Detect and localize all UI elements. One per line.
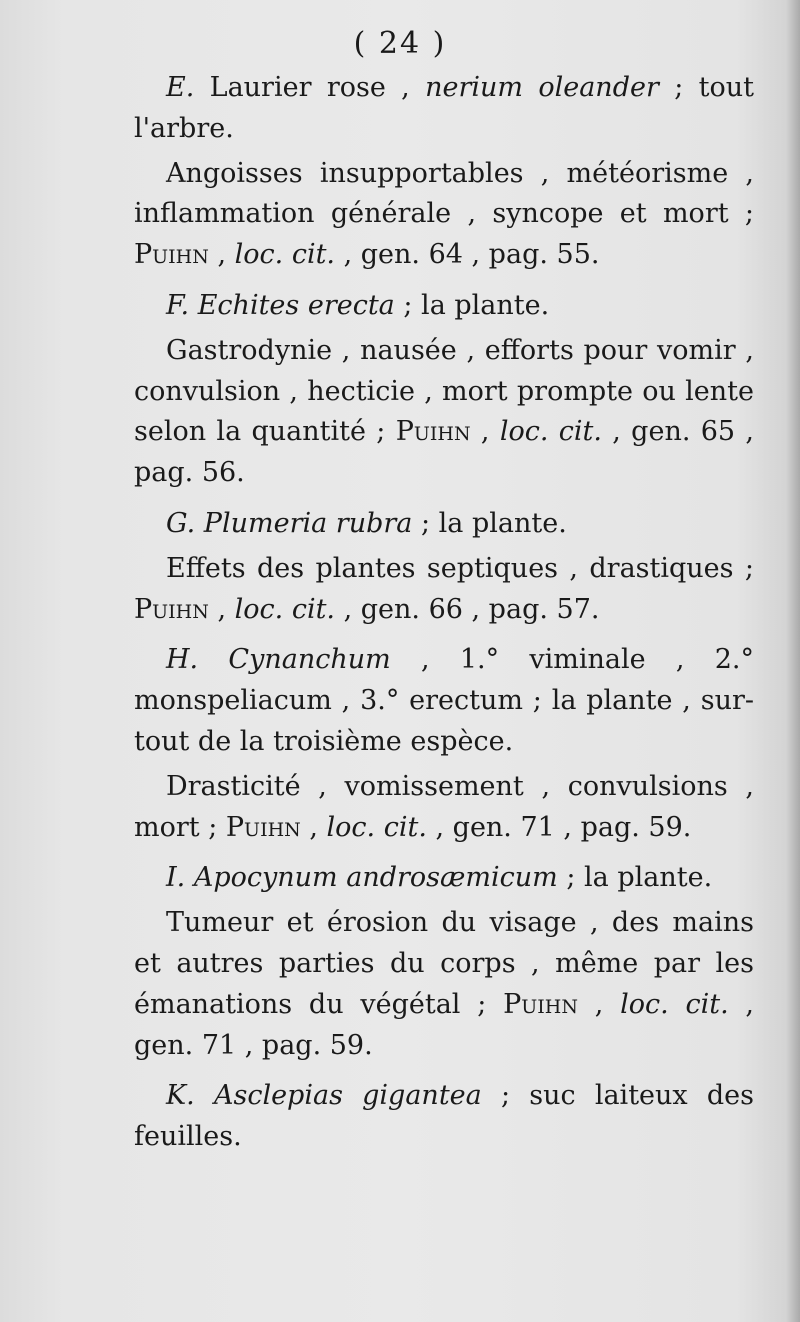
entry-latin-name: Apocynum androsæmicum bbox=[193, 862, 558, 894]
entry-effects bbox=[134, 903, 754, 1066]
separator: , bbox=[208, 239, 235, 271]
entry-heading bbox=[134, 68, 754, 150]
entry-letter: K. bbox=[166, 1080, 195, 1112]
effects-text: Drasticité , vomissement , convulsions , mort ; bbox=[134, 770, 754, 843]
entry-part: ; tout l'arbre. bbox=[134, 72, 754, 144]
entry-letter: G. bbox=[166, 507, 196, 539]
effects-text: Gastrodynie , nausée , efforts pour vomir , convulsion , hecticie , mort prompte ou lente selon la quantité ; bbox=[134, 334, 754, 448]
loc-cit: loc. cit. bbox=[234, 239, 336, 271]
separator: , bbox=[470, 416, 500, 448]
entry-letter: F. bbox=[166, 289, 190, 321]
separator: , bbox=[208, 593, 235, 625]
separator: , bbox=[577, 988, 621, 1020]
separator: , bbox=[300, 811, 327, 843]
entry-heading bbox=[134, 858, 754, 899]
entry-effects bbox=[134, 154, 754, 276]
author-name: Puihn bbox=[225, 811, 301, 843]
entry-effects bbox=[134, 549, 754, 631]
reference: , gen. 71 , pag. 59. bbox=[426, 811, 692, 843]
entry-heading bbox=[134, 640, 754, 762]
entry-heading bbox=[134, 1076, 754, 1158]
entry-effects bbox=[134, 767, 754, 849]
effects-text: Angoisses insupportables , météorisme , inflammation générale , syncope et mort ; bbox=[134, 157, 754, 230]
entry-letter: H. bbox=[166, 644, 199, 676]
author-name: Puihn bbox=[134, 239, 209, 271]
reference: , gen. 65 , pag. 56. bbox=[134, 416, 754, 489]
reference: , gen. 71 , pag. 59. bbox=[134, 988, 755, 1061]
entry-latin-name: Echites erecta bbox=[197, 289, 395, 321]
effects-text: Tumeur et érosion du visage , des mains et autres parties du corps , même par les émanations du végétal ; bbox=[134, 907, 754, 1020]
entry-latin-name: Plumeria rubra bbox=[203, 507, 413, 539]
reference: , gen. 64 , pag. 55. bbox=[335, 239, 600, 271]
entry-latin-name: Asclepias gigantea bbox=[213, 1080, 482, 1112]
reference: , gen. 66 , pag. 57. bbox=[335, 593, 600, 625]
entry-part: ; la plante. bbox=[403, 289, 550, 321]
loc-cit: loc. cit. bbox=[234, 593, 336, 625]
page-number: ( 24 ) bbox=[353, 26, 447, 61]
entry-part: ; la plante. bbox=[566, 862, 713, 894]
entry-effects bbox=[134, 331, 754, 494]
effects-text: Effets des plantes septiques , drastiques ; bbox=[166, 552, 754, 584]
loc-cit: loc. cit. bbox=[326, 811, 427, 843]
author-name: Puihn bbox=[503, 988, 578, 1020]
entry-heading bbox=[134, 286, 754, 327]
entry-part: , 1.° viminale , 2.° monspeliacum , 3.° erectum ; la plante , sur-tout de la troisième espèce. bbox=[134, 644, 754, 757]
loc-cit: loc. cit. bbox=[499, 416, 602, 448]
entry-latin-name: nerium oleander bbox=[425, 72, 659, 103]
entry-part: ; suc laiteux des feuilles. bbox=[134, 1080, 754, 1153]
entry-common-name: Laurier rose , bbox=[209, 72, 410, 103]
entry-part: ; la plante. bbox=[420, 507, 567, 539]
entry-letter: I. bbox=[166, 862, 186, 894]
entry-latin-name: Cynanchum bbox=[228, 644, 391, 676]
entry-heading bbox=[134, 504, 754, 545]
page-body bbox=[134, 68, 754, 1158]
loc-cit: loc. cit. bbox=[620, 988, 729, 1020]
author-name: Puihn bbox=[395, 416, 471, 448]
entry-letter: E. bbox=[166, 72, 195, 103]
author-name: Puihn bbox=[134, 593, 209, 625]
